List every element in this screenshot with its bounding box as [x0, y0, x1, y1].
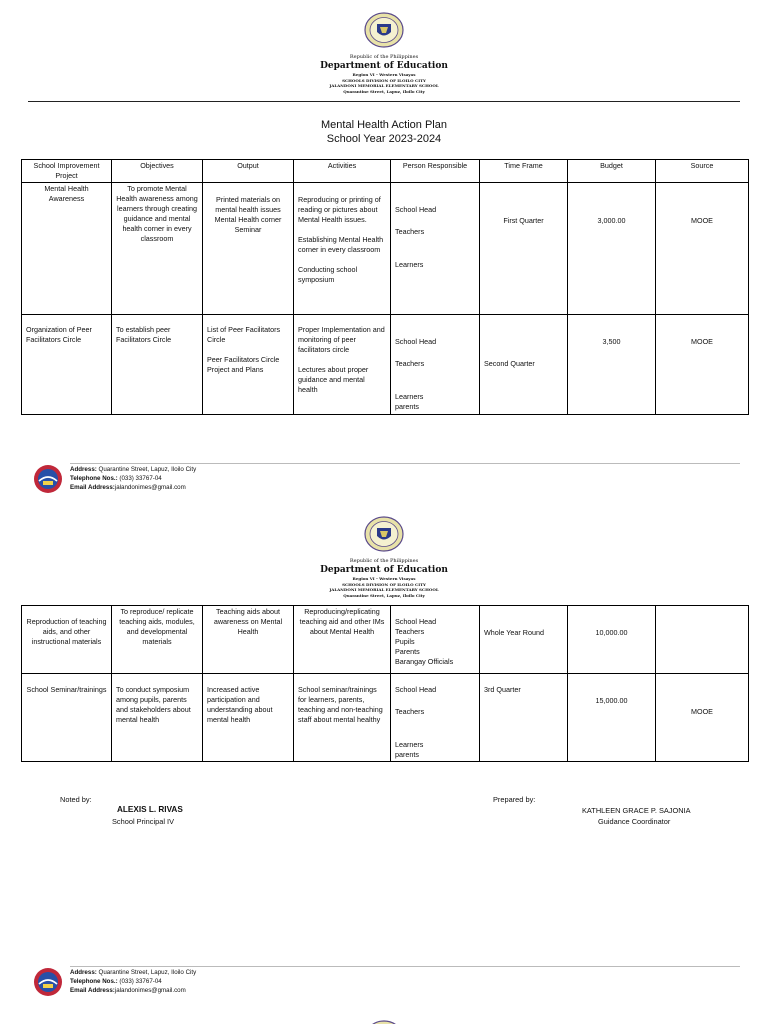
cell-persons	[391, 674, 480, 762]
header-budget: Budget	[568, 160, 656, 183]
cell-time-frame: First Quarter	[480, 183, 568, 315]
school-logo-icon	[33, 967, 63, 997]
letterhead-rule	[28, 101, 740, 102]
cell-activities: Reproducing/replicating teaching aid and other IMs about Mental Health	[294, 606, 391, 674]
address-label: Address:	[70, 466, 97, 473]
page-3-top	[0, 1012, 768, 1024]
cell-project: Organization of Peer Facilitators Circle	[22, 315, 112, 415]
footer-contact	[70, 968, 196, 995]
cell-output: Printed materials on mental health issues Mental Health corner Seminar	[203, 183, 294, 315]
cell-activities	[294, 315, 391, 415]
deped-seal-icon	[364, 12, 404, 48]
cell-objectives: To reproduce/ replicate teaching aids, modules, and developmental materials	[112, 606, 203, 674]
cell-budget: 3,000.00	[568, 183, 656, 315]
email-value: jalandonimes@gmail.com	[114, 484, 186, 491]
school-text: JALANDONI MEMORIAL ELEMENTARY SCHOOL	[329, 587, 439, 592]
header-person: Person Responsible	[391, 160, 480, 183]
person-item: parents	[395, 402, 419, 411]
cell-persons	[391, 315, 480, 415]
person-item: parents	[395, 750, 419, 759]
activity-item: Conducting school symposium	[298, 265, 358, 284]
prepared-by-label: Prepared by:	[493, 795, 536, 804]
prepared-by-title: Guidance Coordinator	[598, 817, 671, 826]
person-item: School Head	[395, 617, 437, 626]
email-label: Email Address:	[70, 987, 115, 994]
republic-text: Republic of the Philippines	[349, 54, 419, 60]
letterhead	[0, 54, 768, 94]
cell-source: MOOE	[656, 315, 749, 415]
address-value: Quarantine Street, Lapuz, Iloilo City	[96, 969, 197, 976]
action-plan-table-continued	[21, 605, 749, 762]
person-item: School Head	[395, 685, 437, 694]
cell-time-frame: Second Quarter	[480, 315, 568, 415]
document-title	[0, 118, 768, 146]
deped-seal-icon	[364, 1020, 404, 1024]
school-text: JALANDONI MEMORIAL ELEMENTARY SCHOOL	[329, 83, 439, 88]
region-text: Region VI - Western Visayas	[352, 72, 416, 77]
table-header-row	[22, 160, 749, 183]
noted-by-label: Noted by:	[60, 795, 92, 804]
cell-source: MOOE	[656, 674, 749, 762]
person-item: Learners	[395, 740, 424, 749]
region-text: Region VI - Western Visayas	[352, 576, 416, 581]
footer-rule	[70, 966, 740, 967]
telephone-label: Telephone Nos.:	[70, 475, 118, 482]
division-text: SCHOOLS DIVISION OF ILOILO CITY	[342, 581, 426, 587]
cell-objectives: To establish peer Facilitators Circle	[112, 315, 203, 415]
department-name: Department of Education	[320, 61, 448, 71]
cell-time-frame: Whole Year Round	[480, 606, 568, 674]
person-item: School Head	[395, 205, 437, 214]
division-text: SCHOOLS DIVISION OF ILOILO CITY	[342, 77, 426, 83]
letterhead	[0, 558, 768, 598]
cell-activities: School seminar/trainings for learners, parents, teaching and non-teaching staff about mental healthy	[294, 674, 391, 762]
activity-item: Proper Implementation and monitoring of peer facilitators circle	[298, 325, 385, 354]
table-row	[22, 674, 749, 762]
output-item: List of Peer Facilitators Circle	[207, 325, 281, 344]
cell-budget: 15,000.00	[568, 674, 656, 762]
cell-objectives: To promote Mental Health awareness among learners through creating guidance and mental health corner in every classroom	[112, 183, 203, 315]
page-footer	[0, 966, 768, 1006]
cell-persons	[391, 183, 480, 315]
deped-seal-icon	[364, 516, 404, 552]
activity-item: Reproducing or printing of reading or pictures about Mental Health issues.	[298, 195, 381, 224]
person-item: School Head	[395, 337, 437, 346]
person-item: Pupils	[395, 637, 415, 646]
header-time-frame: Time Frame	[480, 160, 568, 183]
person-item: Teachers	[395, 627, 425, 636]
page-2	[0, 512, 768, 1012]
republic-text: Republic of the Philippines	[349, 558, 419, 564]
page-footer	[0, 463, 768, 503]
person-item: Teachers	[395, 707, 425, 716]
school-year: School Year 2023-2024	[326, 133, 442, 145]
action-plan-table	[21, 159, 749, 415]
person-item: Barangay Officials	[395, 657, 454, 666]
cell-activities	[294, 183, 391, 315]
header-objectives: Objectives	[112, 160, 203, 183]
cell-output: Teaching aids about awareness on Mental Health	[203, 606, 294, 674]
email-label: Email Address:	[70, 484, 115, 491]
noted-by-name: ALEXIS L. RIVAS	[117, 805, 183, 814]
cell-time-frame: 3rd Quarter	[480, 674, 568, 762]
street-text: Quarantine Street, Lapuz, Iloilo City	[343, 592, 425, 598]
header-source: Source	[656, 160, 749, 183]
cell-budget: 3,500	[568, 315, 656, 415]
telephone-label: Telephone Nos.:	[70, 978, 118, 985]
output-item: Peer Facilitators Circle Project and Plans	[207, 355, 280, 374]
school-logo-icon	[33, 464, 63, 494]
cell-budget: 10,000.00	[568, 606, 656, 674]
cell-project: Reproduction of teaching aids, and other instructional materials	[22, 606, 112, 674]
telephone-value: (033) 33767-04	[117, 978, 162, 985]
cell-output	[203, 315, 294, 415]
address-value: Quarantine Street, Lapuz, Iloilo City	[96, 466, 197, 473]
cell-source	[656, 606, 749, 674]
activity-item: Establishing Mental Health corner in every classroom	[298, 235, 384, 254]
activity-item: Lectures about proper guidance and mental health	[298, 365, 369, 394]
person-item: Parents	[395, 647, 420, 656]
cell-persons	[391, 606, 480, 674]
department-name: Department of Education	[320, 565, 448, 575]
address-label: Address:	[70, 969, 97, 976]
person-item: Teachers	[395, 359, 425, 368]
header-output: Output	[203, 160, 294, 183]
cell-source: MOOE	[656, 183, 749, 315]
cell-objectives: To conduct symposium among pupils, parents and stakeholders about mental health	[112, 674, 203, 762]
table-row	[22, 315, 749, 415]
header-activities: Activities	[294, 160, 391, 183]
footer-contact	[70, 465, 196, 492]
footer-rule	[70, 463, 740, 464]
cell-project: Mental Health Awareness	[22, 183, 112, 315]
cell-output: Increased active participation and understanding about mental health	[203, 674, 294, 762]
street-text: Quarantine Street, Lapuz, Iloilo City	[343, 88, 425, 94]
page-1	[0, 0, 768, 500]
table-row	[22, 606, 749, 674]
header-project: School Improvement Project	[22, 160, 112, 183]
email-value: jalandonimes@gmail.com	[114, 987, 186, 994]
plan-title: Mental Health Action Plan	[321, 119, 447, 131]
prepared-by-name: KATHLEEN GRACE P. SAJONIA	[582, 806, 691, 815]
person-item: Learners	[395, 260, 424, 269]
cell-project: School Seminar/trainings	[22, 674, 112, 762]
table-row	[22, 183, 749, 315]
telephone-value: (033) 33767-04	[117, 475, 162, 482]
person-item: Teachers	[395, 227, 425, 236]
noted-by-title: School Principal IV	[112, 817, 175, 826]
person-item: Learners	[395, 392, 424, 401]
